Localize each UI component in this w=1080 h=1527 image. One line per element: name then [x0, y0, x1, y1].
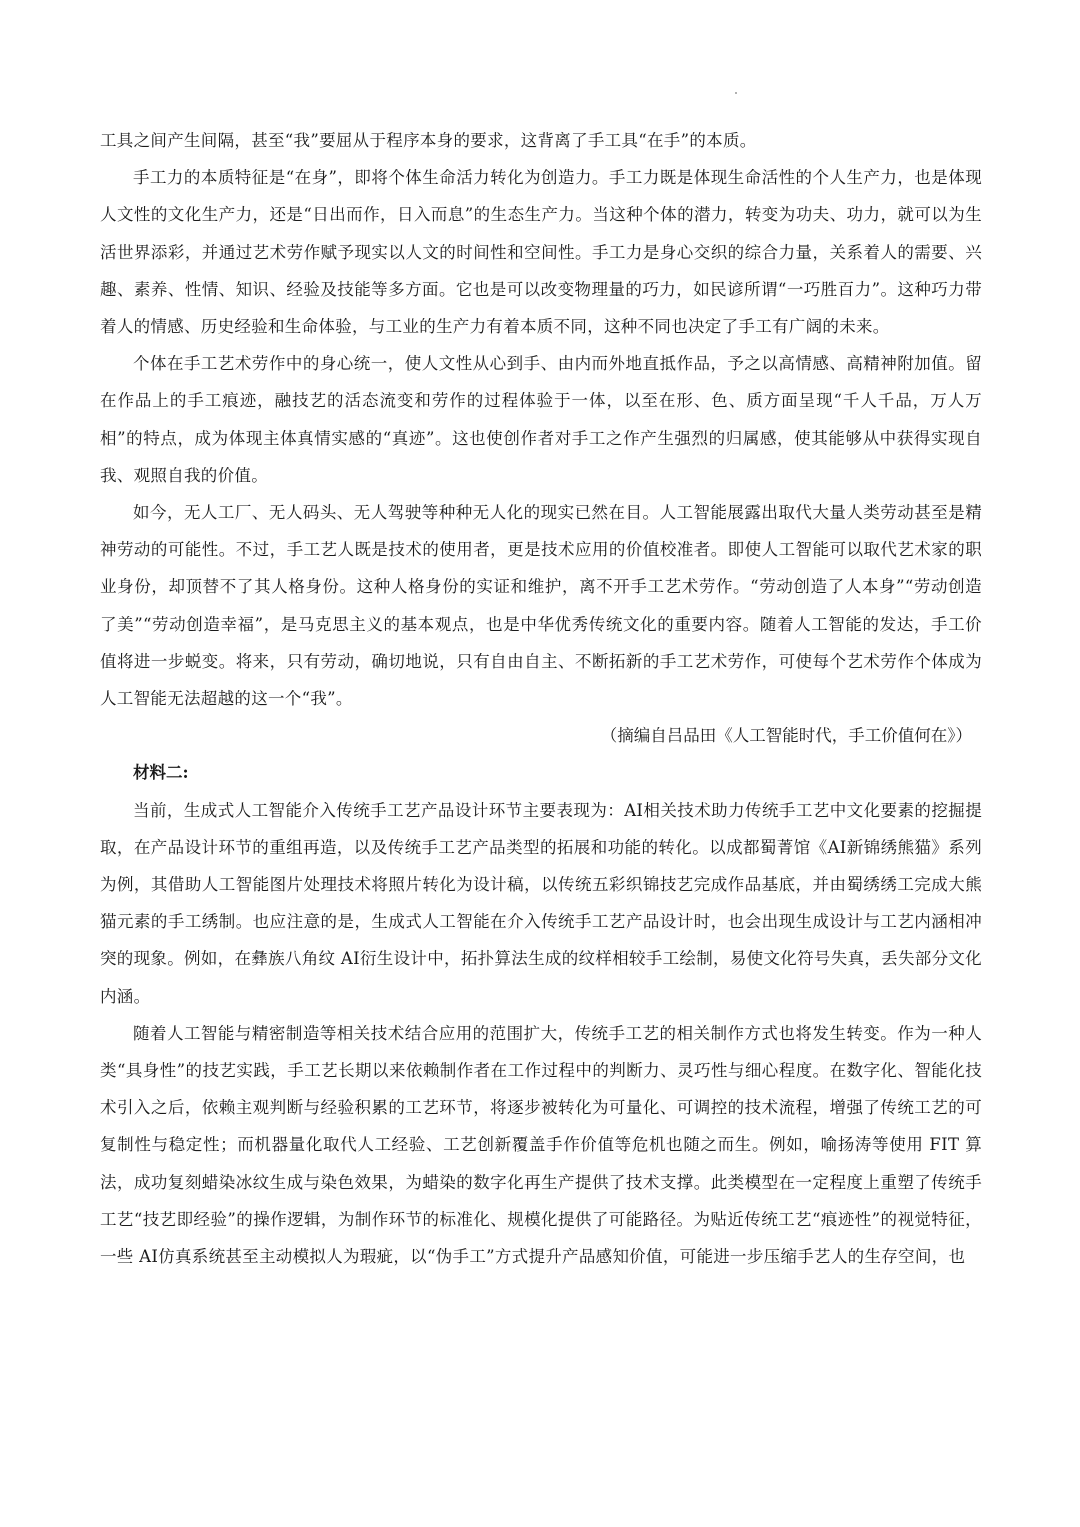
source-citation: （摘编自吕品田《人工智能时代，手工价值何在》） [600, 726, 972, 746]
paragraph-production-change: 随着人工智能与精密制造等相关技术结合应用的范围扩大，传统手工艺的相关制作方式也将发生转变。作为一种人类“具身性”的技艺实践，手工艺长期以来依赖制作者在工作过程中的判断力、灵巧性与细心程度。在数字化、智能化技术引入之后，依赖主观判断与经验积累的工艺环节，将逐步被转化为可量化、可调控的技术流程，增强了传统工艺的可复制性与稳定性；而机器量化取代人工经验、工艺创新覆盖手作价值等危机也随之而生。例如，喻扬涛等使用 FIT 算法，成功复刻蜡染冰纹生成与染色效果，为蜡染的数字化再生产提供了技术支撑。此类模型在一定程度上重塑了传统手工艺“技艺即经验”的操作逻辑，为制作环节的标准化、规模化提供了可能路径。为贴近传统工艺“痕迹性”的视觉特征，一些 AI仿真系统甚至主动模拟人为瑕疵，以“伪手工”方式提升产品感知价值，可能进一步压缩手艺人的生存空间，也 [100, 1023, 982, 1267]
section-heading-material-2: 材料二: [133, 763, 189, 783]
paragraph-continued: 工具之间产生间隔，甚至“我”要屈从于程序本身的要求，这背离了手工具“在手”的本质。 [100, 131, 757, 150]
document-page [100, 122, 982, 1275]
scan-dot [735, 92, 737, 94]
paragraph-body-mind-unity: 个体在手工艺术劳作中的身心统一，使人文性从心到手、由内而外地直抵作品，予之以高情感、高精神附加值。留在作品上的手工痕迹，融技艺的活态流变和劳作的过程体验于一体，以至在形、色、质方面呈现“千人千品，万人万相”的特点，成为体现主体真情实感的“真迹”。这也使创作者对手工之作产生强烈的归属感，使其能够从中获得实现自我、观照自我的价值。 [100, 354, 982, 485]
paragraph-generative-ai-design: 当前，生成式人工智能介入传统手工艺产品设计环节主要表现为：AI相关技术助力传统手工艺中文化要素的挖掘提取，在产品设计环节的重组再造，以及传统手工艺产品类型的拓展和功能的转化。以成都蜀菁馆《AI新锦绣熊猫》系列为例，其借助人工智能图片处理技术将照片转化为设计稿，以传统五彩织锦技艺完成作品基底，并由蜀绣绣工完成大熊猫元素的手工绣制。也应注意的是，生成式人工智能在介入传统手工艺产品设计时，也会出现生成设计与工艺内涵相冲突的现象。例如，在彝族八角纹 AI衍生设计中，拓扑算法生成的纹样相较手工绘制，易使文化符号失真，丢失部分文化内涵。 [100, 800, 982, 1006]
paragraph-handwork-power: 手工力的本质特征是“在身”，即将个体生命活力转化为创造力。手工力既是体现生命活性的个人生产力，也是体现人文性的文化生产力，还是“日出而作，日入而息”的生态生产力。当这种个体的潜力，转变为功夫、功力，就可以为生活世界添彩，并通过艺术劳作赋予现实以人文的时间性和空间性。手工力是身心交织的综合力量，关系着人的需要、兴趣、素养、性情、知识、经验及技能等多方面。它也是可以改变物理量的巧力，如民谚所谓“一巧胜百力”。这种巧力带着人的情感、历史经验和生命体验，与工业的生产力有着本质不同，这种不同也决定了手工有广阔的未来。 [100, 168, 982, 337]
paragraph-ai-era: 如今，无人工厂、无人码头、无人驾驶等种种无人化的现实已然在目。人工智能展露出取代大量人类劳动甚至是精神劳动的可能性。不过，手工艺人既是技术的使用者，更是技术应用的价值校准者。即使人工智能可以取代艺术家的职业身份，却顶替不了其人格身份。这种人格身份的实证和维护，离不开手工艺术劳作。“劳动创造了人本身”“劳动创造了美”“劳动创造幸福”，是马克思主义的基本观点，也是中华优秀传统文化的重要内容。随着人工智能的发达，手工价值将进一步蜕变。将来，只有劳动，确切地说，只有自由自主、不断拓新的手工艺术劳作，可使每个艺术劳作个体成为人工智能无法超越的这一个“我”。 [100, 503, 982, 709]
